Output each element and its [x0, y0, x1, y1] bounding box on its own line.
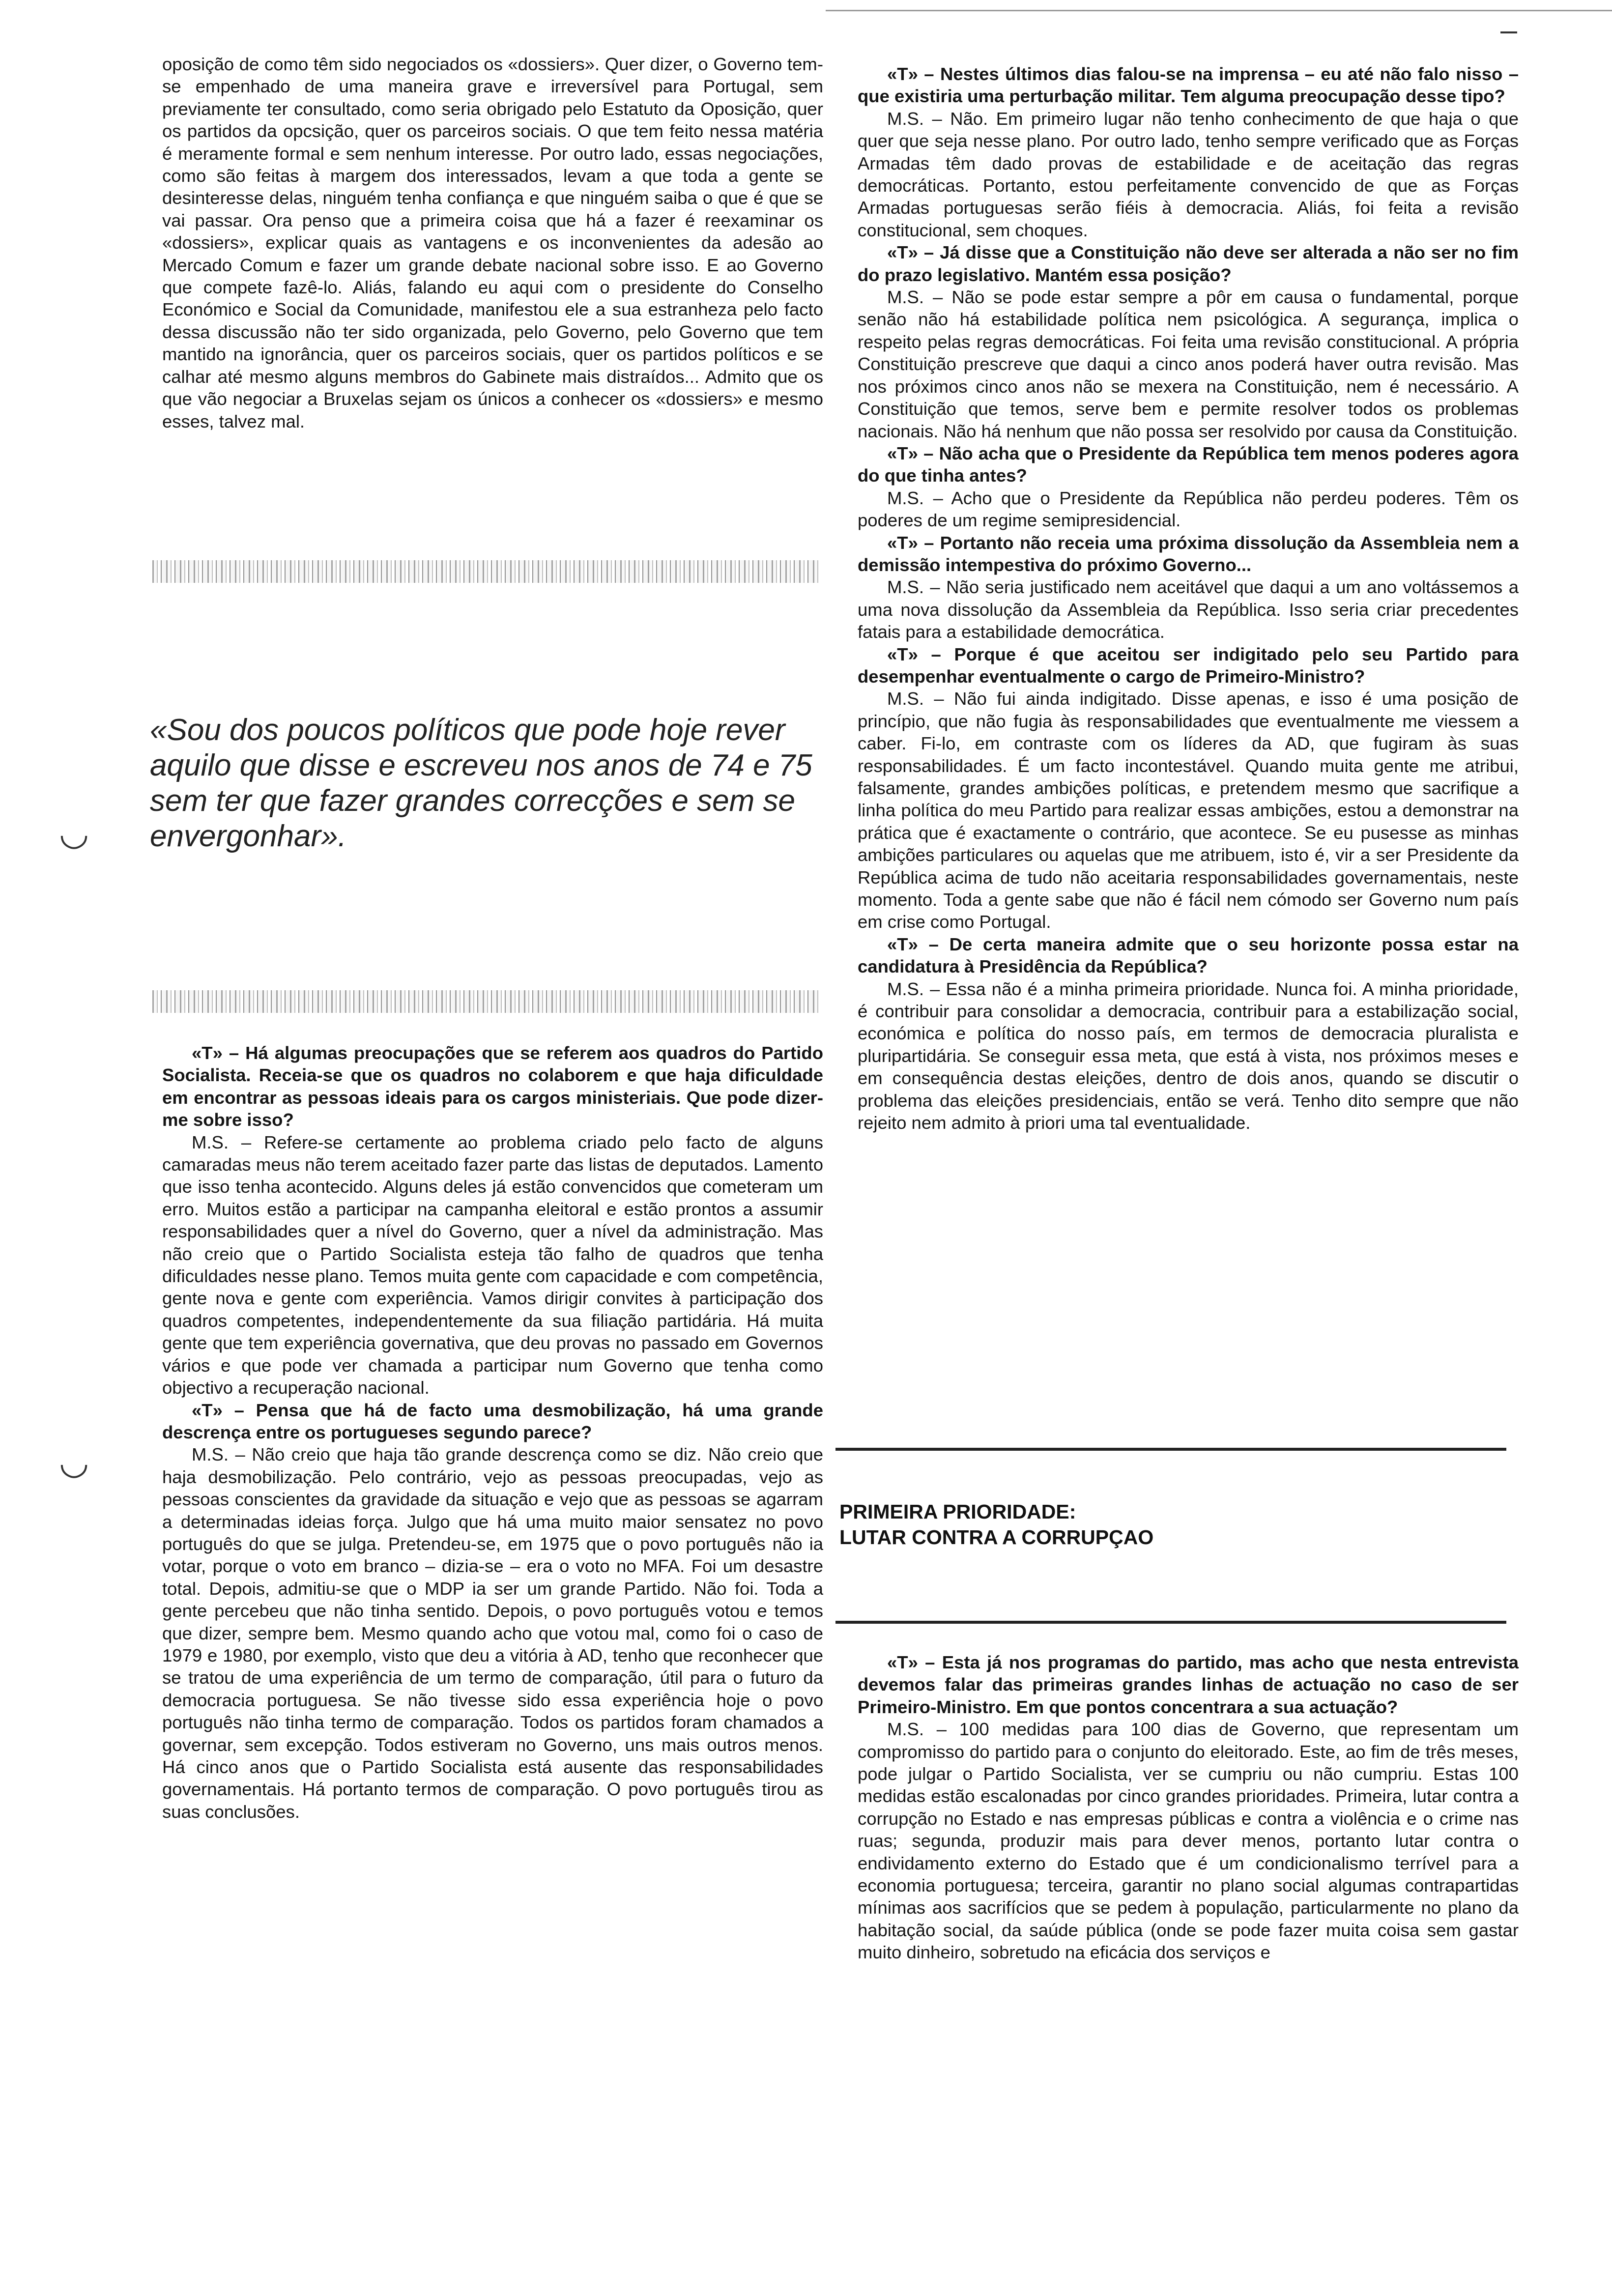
interview-question: «T» – Porque é que aceitou ser indigitado pelo seu Partido para desempenhar eventualmente o cargo de Primeiro-Ministro? [858, 644, 1519, 687]
section-rule [835, 1448, 1506, 1451]
interview-answer: M.S. – Não. Em primeiro lugar não tenho conhecimento de que haja o que quer que seja nesse plano. Por outro lado, tenho sempre verificado que as Forças Armadas têm dado provas de estabilidade e de aceitação das regras democráticas. Portanto, estou perfeitamente convencido de que as Forças Armadas portuguesas serão fiéis à democracia. Aliás, foi feita a revisão constitucional, sem choques. [858, 108, 1519, 240]
right-column-top [858, 63, 1519, 1134]
section-heading-line: PRIMEIRA PRIORIDADE: [839, 1500, 1076, 1523]
interview-question: «T» – Pensa que há de facto uma desmobilização, há uma grande descrença entre os portugueses segundo parece? [162, 1400, 823, 1442]
binder-hole-mark: ◡ [59, 814, 89, 852]
interview-question: «T» – Não acha que o Presidente da República tem menos poderes agora do que tinha antes? [858, 443, 1519, 486]
scan-noise-band [152, 990, 821, 1013]
margin-dash-mark [1500, 31, 1517, 33]
interview-answer: M.S. – Não fui ainda indigitado. Disse apenas, e isso é uma posição de princípio, que não fugia às responsabilidades que eventualmente me viessem a caber. Fi-lo, em contraste com os líderes da AD, que fugiram às suas responsabilidades. É um facto incontestável. Quando muita gente me atribui, falsamente, grandes ambições políticas, e pretendem mesmo que sacrifique a linha política do meu Partido para realizar essas ambições, estou a demonstrar na prática que é exactamente o contrário, que acontece. Se eu pusesse as minhas ambições particulares ou aquelas que me atribuem, isto é, vir a ser Presidente da República acima de tudo não aceitaria responsabilidades governamentais, neste momento. Toda a gente sabe que não é fácil nem cómodo ser Governo num país em crise como Portugal. [858, 689, 1519, 932]
interview-answer: M.S. – Não creio que haja tão grande descrença como se diz. Não creio que haja desmobilização. Pelo contrário, vejo as pessoas preocupadas, vejo as pessoas conscientes da gravidade da situação e vejo que as pessoas se agarram a determinadas ideias força. Julgo que há uma muito maior sensatez no povo português do que se julga. Pretendeu-se, em 1975 que o povo português não ia votar, porque o voto em branco – dizia-se – era o voto no MFA. Foi um desastre total. Depois, admitiu-se que o MDP ia ser um grande Partido. Não foi. Toda a gente percebeu que não tinha sentido. Depois, o povo português votou e temos que dizer, sempre bem. Mesmo quando acho que votou mal, como foi o caso de 1979 e 1980, por exemplo, visto que deu a vitória à AD, tenho que reconhecer que se tratou de uma experiência de um termo de comparação, útil para o futuro da democracia portuguesa. Se não tivesse sido essa experiência hoje o povo português não tinha termo de comparação. Todos os partidos foram chamados a governar, sem excepção. Todos estiveram no Governo, uns mais outros menos. Há cinco anos que o Partido Socialista está ausente das responsabilidades governamentais. Há portanto termos de comparação. O povo português tirou as suas conclusões. [162, 1444, 823, 1822]
pull-quote: «Sou dos poucos políticos que pode hoje rever aquilo que disse e escreveu nos anos de 74 e 75 sem ter que fazer grandes correcções e sem se envergonhar». [150, 713, 812, 853]
interview-question: «T» – Portanto não receia uma próxima dissolução da Assembleia nem a demissão intempestiva do próximo Governo... [858, 532, 1519, 575]
interview-answer: M.S. – Acho que o Presidente da República não perdeu poderes. Têm os poderes de um regime semipresidencial. [858, 488, 1519, 531]
interview-answer: M.S. – Essa não é a minha primeira prioridade. Nunca foi. A minha prioridade, é contribuir para consolidar a democracia, contribuir para a estabilização social, económica e política do nosso país, em termos de democracia pluralista e pluripartidária. Se conseguir essa meta, que está à vista, nos próximos meses e em consequência destas eleições, dentro de dois anos, quando se discutir o problema das eleições presidenciais, então se verá. Tenho dito sempre que não rejeito nem admito à priori uma tal eventualidade. [858, 978, 1519, 1133]
interview-question: «T» – Esta já nos programas do partido, mas acho que nesta entrevista devemos falar das primeiras grandes linhas de actuação no caso de ser Primeiro-Ministro. Em que pontos concentrara a sua actuação? [858, 1652, 1519, 1717]
section-heading-line: LUTAR CONTRA A CORRUPÇAO [839, 1526, 1154, 1549]
scan-noise-band [152, 560, 821, 583]
interview-answer: M.S. – Não seria justificado nem aceitável que daqui a um ano voltássemos a uma nova dissolução da Assembleia da República. Isso seria criar precedentes fatais para a estabilidade democrática. [858, 577, 1519, 642]
interview-answer: M.S. – Refere-se certamente ao problema criado pelo facto de alguns camaradas meus não terem aceitado fazer parte das listas de deputados. Lamento que isso tenha acontecido. Alguns deles já estão convencidos que cometeram um erro. Muitos estão a participar na campanha eleitoral e estão prontos a assumir responsabilidades quer a nível do Governo, quer a nível da administração. Mas não creio que o Partido Socialista esteja tão falho de quadros que tenha dificuldades nesse plano. Temos muita gente com capacidade e com competência, gente nova e gente com experiência. Vamos dirigir convites à participação dos quadros competentes, independentemente da sua filiação partidária. Há muita gente que tem experiência governativa, que deu provas no passado em Governos vários e que pode ver chamada a participar num Governo que tenha como objectivo a recuperação nacional. [162, 1132, 823, 1398]
interview-answer: M.S. – Não se pode estar sempre a pôr em causa o fundamental, porque senão não há estabilidade política nem psicológica. A segurança, implica o respeito pelas regras democráticas. Foi feita uma revisão constitucional. A própria Constituição prescreve que daqui a cinco anos poderá haver outra revisão. Mas nos próximos cinco anos não se mexera na Constituição, nem é necessário. A Constituição que temos, serve bem e permite resolver todos os problemas nacionais. Não há nenhum que não possa ser resolvido por causa da Constituição. [858, 287, 1519, 441]
binder-hole-mark: ◡ [59, 1443, 89, 1481]
section-heading [839, 1499, 1153, 1550]
paragraph: oposição de como têm sido negociados os «dossiers». Quer dizer, o Governo tem-se empenhado de uma maneira grave e irreversível para Portugal, sem previamente ter consultado, como seria obrigado pelo Estatuto da Oposição, quer os partidos da opcsição, quer os parceiros sociais. O que tem feito nessa matéria é meramente formal e sem nenhum interesse. Por outro lado, essas negociações, como são feitas à margem dos interessados, levam a que toda a gente se desinteresse delas, ninguém tenha confiança e que ninguém saiba o que é que se vai passar. Ora penso que a primeira coisa que há a fazer é reexaminar os «dossiers», explicar quais as vantagens e os inconvenientes da adesão ao Mercado Comum e fazer um grande debate nacional sobre isso. E ao Governo que compete fazê-lo. Aliás, falando eu aqui com o presidente do Conselho Económico e Social da Comunidade, manifestou ele a sua estranheza pelo facto dessa discussão não ter sido organizada, pelo Governo, pelo Governo que tem mantido na ignorância, quer os parceiros sociais, quer os partidos políticos e se calhar até mesmo alguns membros do Gabinete mais distraídos... Admito que os que vão negociar a Bruxelas sejam os únicos a conhecer os «dossiers» e mesmo esses, talvez mal. [162, 54, 823, 431]
left-column-top [162, 53, 823, 432]
interview-question: «T» – Nestes últimos dias falou-se na imprensa – eu até não falo nisso – que existiria uma perturbação militar. Tem alguma preocupação desse tipo? [858, 64, 1519, 107]
interview-question: «T» – Já disse que a Constituição não deve ser alterada a não ser no fim do prazo legislativo. Mantém essa posição? [858, 242, 1519, 285]
interview-question: «T» – De certa maneira admite que o seu horizonte possa estar na candidatura à Presidência da República? [858, 934, 1519, 977]
right-column-bottom [858, 1651, 1519, 1964]
left-column-bottom [162, 1042, 823, 1823]
interview-answer: M.S. – 100 medidas para 100 dias de Governo, que representam um compromisso do partido para o conjunto do eleitorado. Este, ao fim de três meses, pode julgar o Partido Socialista, ver se cumpriu ou não cumpriu. Estas 100 medidas estão escalonadas por cinco grandes prioridades. Primeira, lutar contra a corrupção no Estado e nas empresas públicas e contra a violência e o crime nas ruas; segunda, produzir mais para dever menos, portanto lutar contra o endividamento externo do Estado que é um condicionalismo terrível para a economia portuguesa; terceira, garantir no plano social algumas contrapartidas mínimas aos sacrifícios que se pedem à população, particularmente no plano da habitação social, da saúde pública (onde se pode fazer muita coisa sem gastar muito dinheiro, sobretudo na eficácia dos serviços e [858, 1719, 1519, 1963]
interview-question: «T» – Há algumas preocupações que se referem aos quadros do Partido Socialista. Receia-se que os quadros no colaborem e que haja dificuldade em encontrar as pessoas ideais para os cargos ministeriais. Que pode dizer-me sobre isso? [162, 1043, 823, 1130]
top-border-line [826, 10, 1612, 11]
section-rule [835, 1621, 1506, 1624]
